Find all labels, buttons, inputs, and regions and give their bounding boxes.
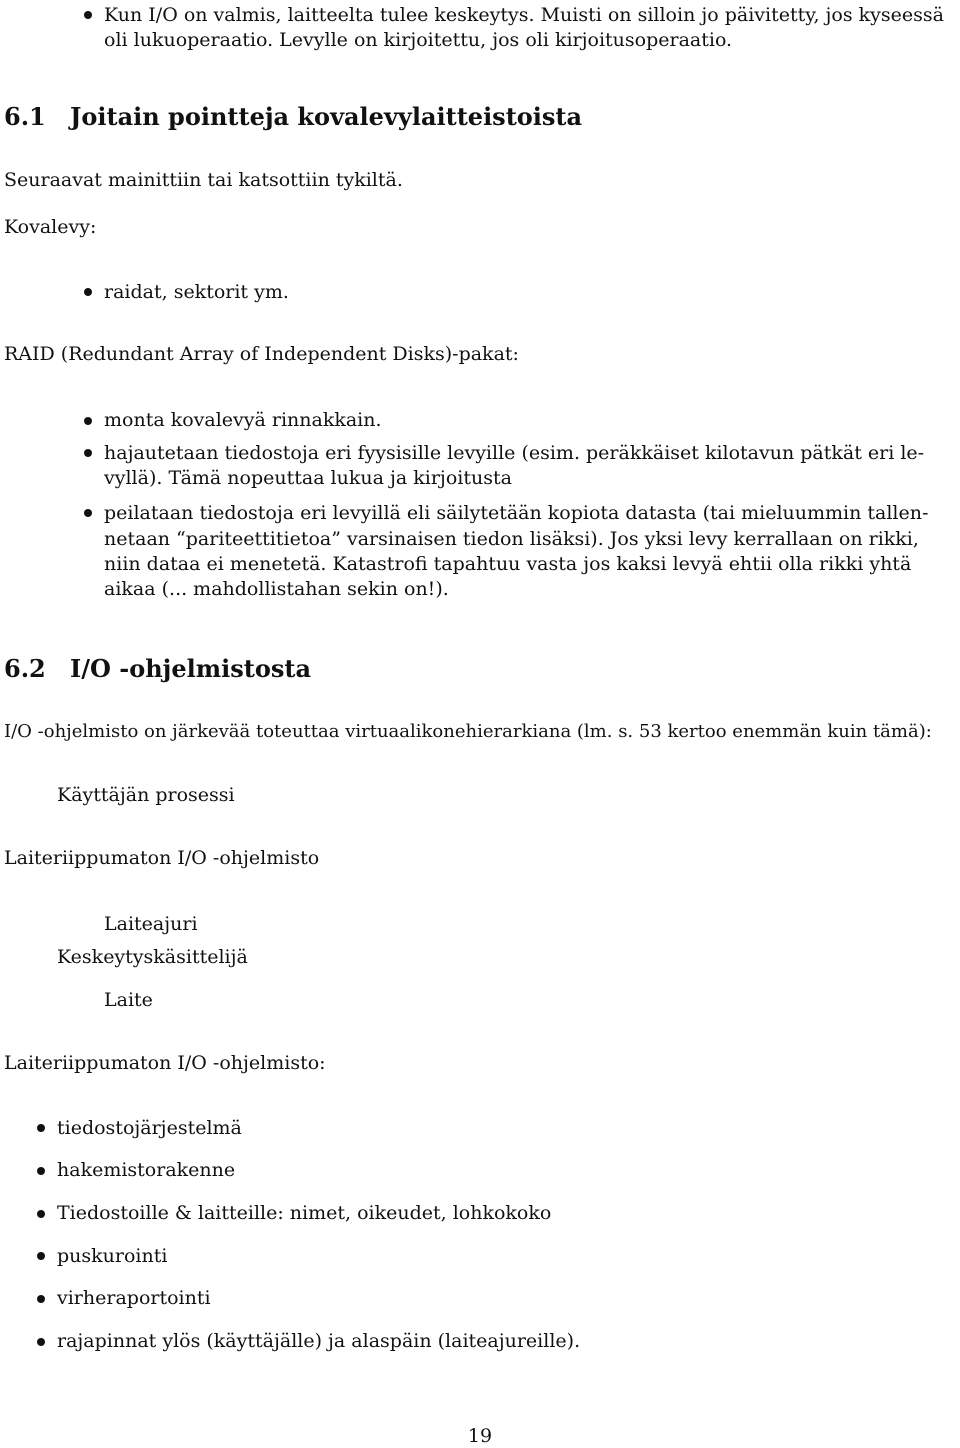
section-title: I/O -ohjelmistosta: [70, 654, 312, 683]
section-heading-6-2: [4, 654, 311, 684]
list-item-line: aikaa (... mahdollistahan sekin on!).: [104, 578, 449, 600]
bullet-icon: [37, 1210, 45, 1218]
list-item: virheraportointi: [57, 1287, 211, 1309]
list-item: hakemistorakenne: [57, 1159, 236, 1181]
section-number: 6.2: [4, 654, 46, 683]
section-heading-6-1: [4, 102, 582, 132]
hierarchy-level: Laiteajuri: [104, 913, 198, 935]
top-bullet-line-2: oli lukuoperaatio. Levylle on kirjoitettu, jos oli kirjoitusoperaatio.: [104, 29, 733, 51]
list-item-line: niin dataa ei menetetä. Katastrofi tapahtuu vasta jos kaksi levyä ehtii olla rikki yhtä: [104, 553, 912, 575]
hierarchy-level: Keskeytyskäsittelijä: [57, 946, 248, 968]
list-item-line: hajautetaan tiedostoja eri fyysisille levyille (esim. peräkkäiset kilotavun pätkät eri le-: [104, 442, 925, 464]
hierarchy-level: Laite: [104, 989, 153, 1011]
list-item: monta kovalevyä rinnakkain.: [104, 409, 382, 431]
list-item-line: peilataan tiedostoja eri levyillä eli säilytetään kopiota datasta (tai mieluummin tallen-: [104, 502, 929, 524]
hierarchy-level: Laiteriippumaton I/O -ohjelmisto: [4, 847, 320, 869]
list-label: Laiteriippumaton I/O -ohjelmisto:: [4, 1052, 326, 1074]
bullet-icon: [37, 1124, 45, 1132]
page-number: 19: [467, 1425, 493, 1447]
bullet-icon: [84, 11, 92, 19]
section-title: Joitain pointteja kovalevylaitteistoista: [70, 102, 583, 131]
section-intro: Seuraavat mainittiin tai katsottiin tykiltä.: [4, 169, 403, 191]
list-item: tiedostojärjestelmä: [57, 1117, 242, 1139]
bullet-icon: [37, 1338, 45, 1346]
bullet-icon: [37, 1167, 45, 1175]
list-item-line: netaan “pariteettitietoa” varsinaisen tiedon lisäksi). Jos yksi levy kerrallaan on rikki,: [104, 528, 919, 550]
hierarchy-level: Käyttäjän prosessi: [57, 784, 235, 806]
bullet-icon: [37, 1252, 45, 1260]
section-number: 6.1: [4, 102, 46, 131]
list-item: raidat, sektorit ym.: [104, 281, 289, 303]
top-bullet-line-1: Kun I/O on valmis, laitteelta tulee keskeytys. Muisti on silloin jo päivitetty, jos kyseessä: [104, 4, 944, 26]
raid-label: RAID (Redundant Array of Independent Disks)-pakat:: [4, 343, 519, 365]
bullet-icon: [84, 417, 92, 425]
section-intro: I/O -ohjelmisto on järkevää toteuttaa virtuaalikonehierarkiana (lm. s. 53 kertoo enemmän kuin tämä):: [4, 721, 932, 742]
bullet-icon: [37, 1295, 45, 1303]
bullet-icon: [84, 449, 92, 457]
list-item: rajapinnat ylös (käyttäjälle) ja alaspäin (laiteajureille).: [57, 1330, 581, 1352]
list-item-line: vyllä). Tämä nopeuttaa lukua ja kirjoitusta: [104, 467, 512, 489]
bullet-icon: [84, 509, 92, 517]
list-item: Tiedostoille & laitteille: nimet, oikeudet, lohkokoko: [57, 1202, 552, 1224]
bullet-icon: [84, 288, 92, 296]
kovalevy-label: Kovalevy:: [4, 216, 97, 238]
list-item: puskurointi: [57, 1245, 168, 1267]
